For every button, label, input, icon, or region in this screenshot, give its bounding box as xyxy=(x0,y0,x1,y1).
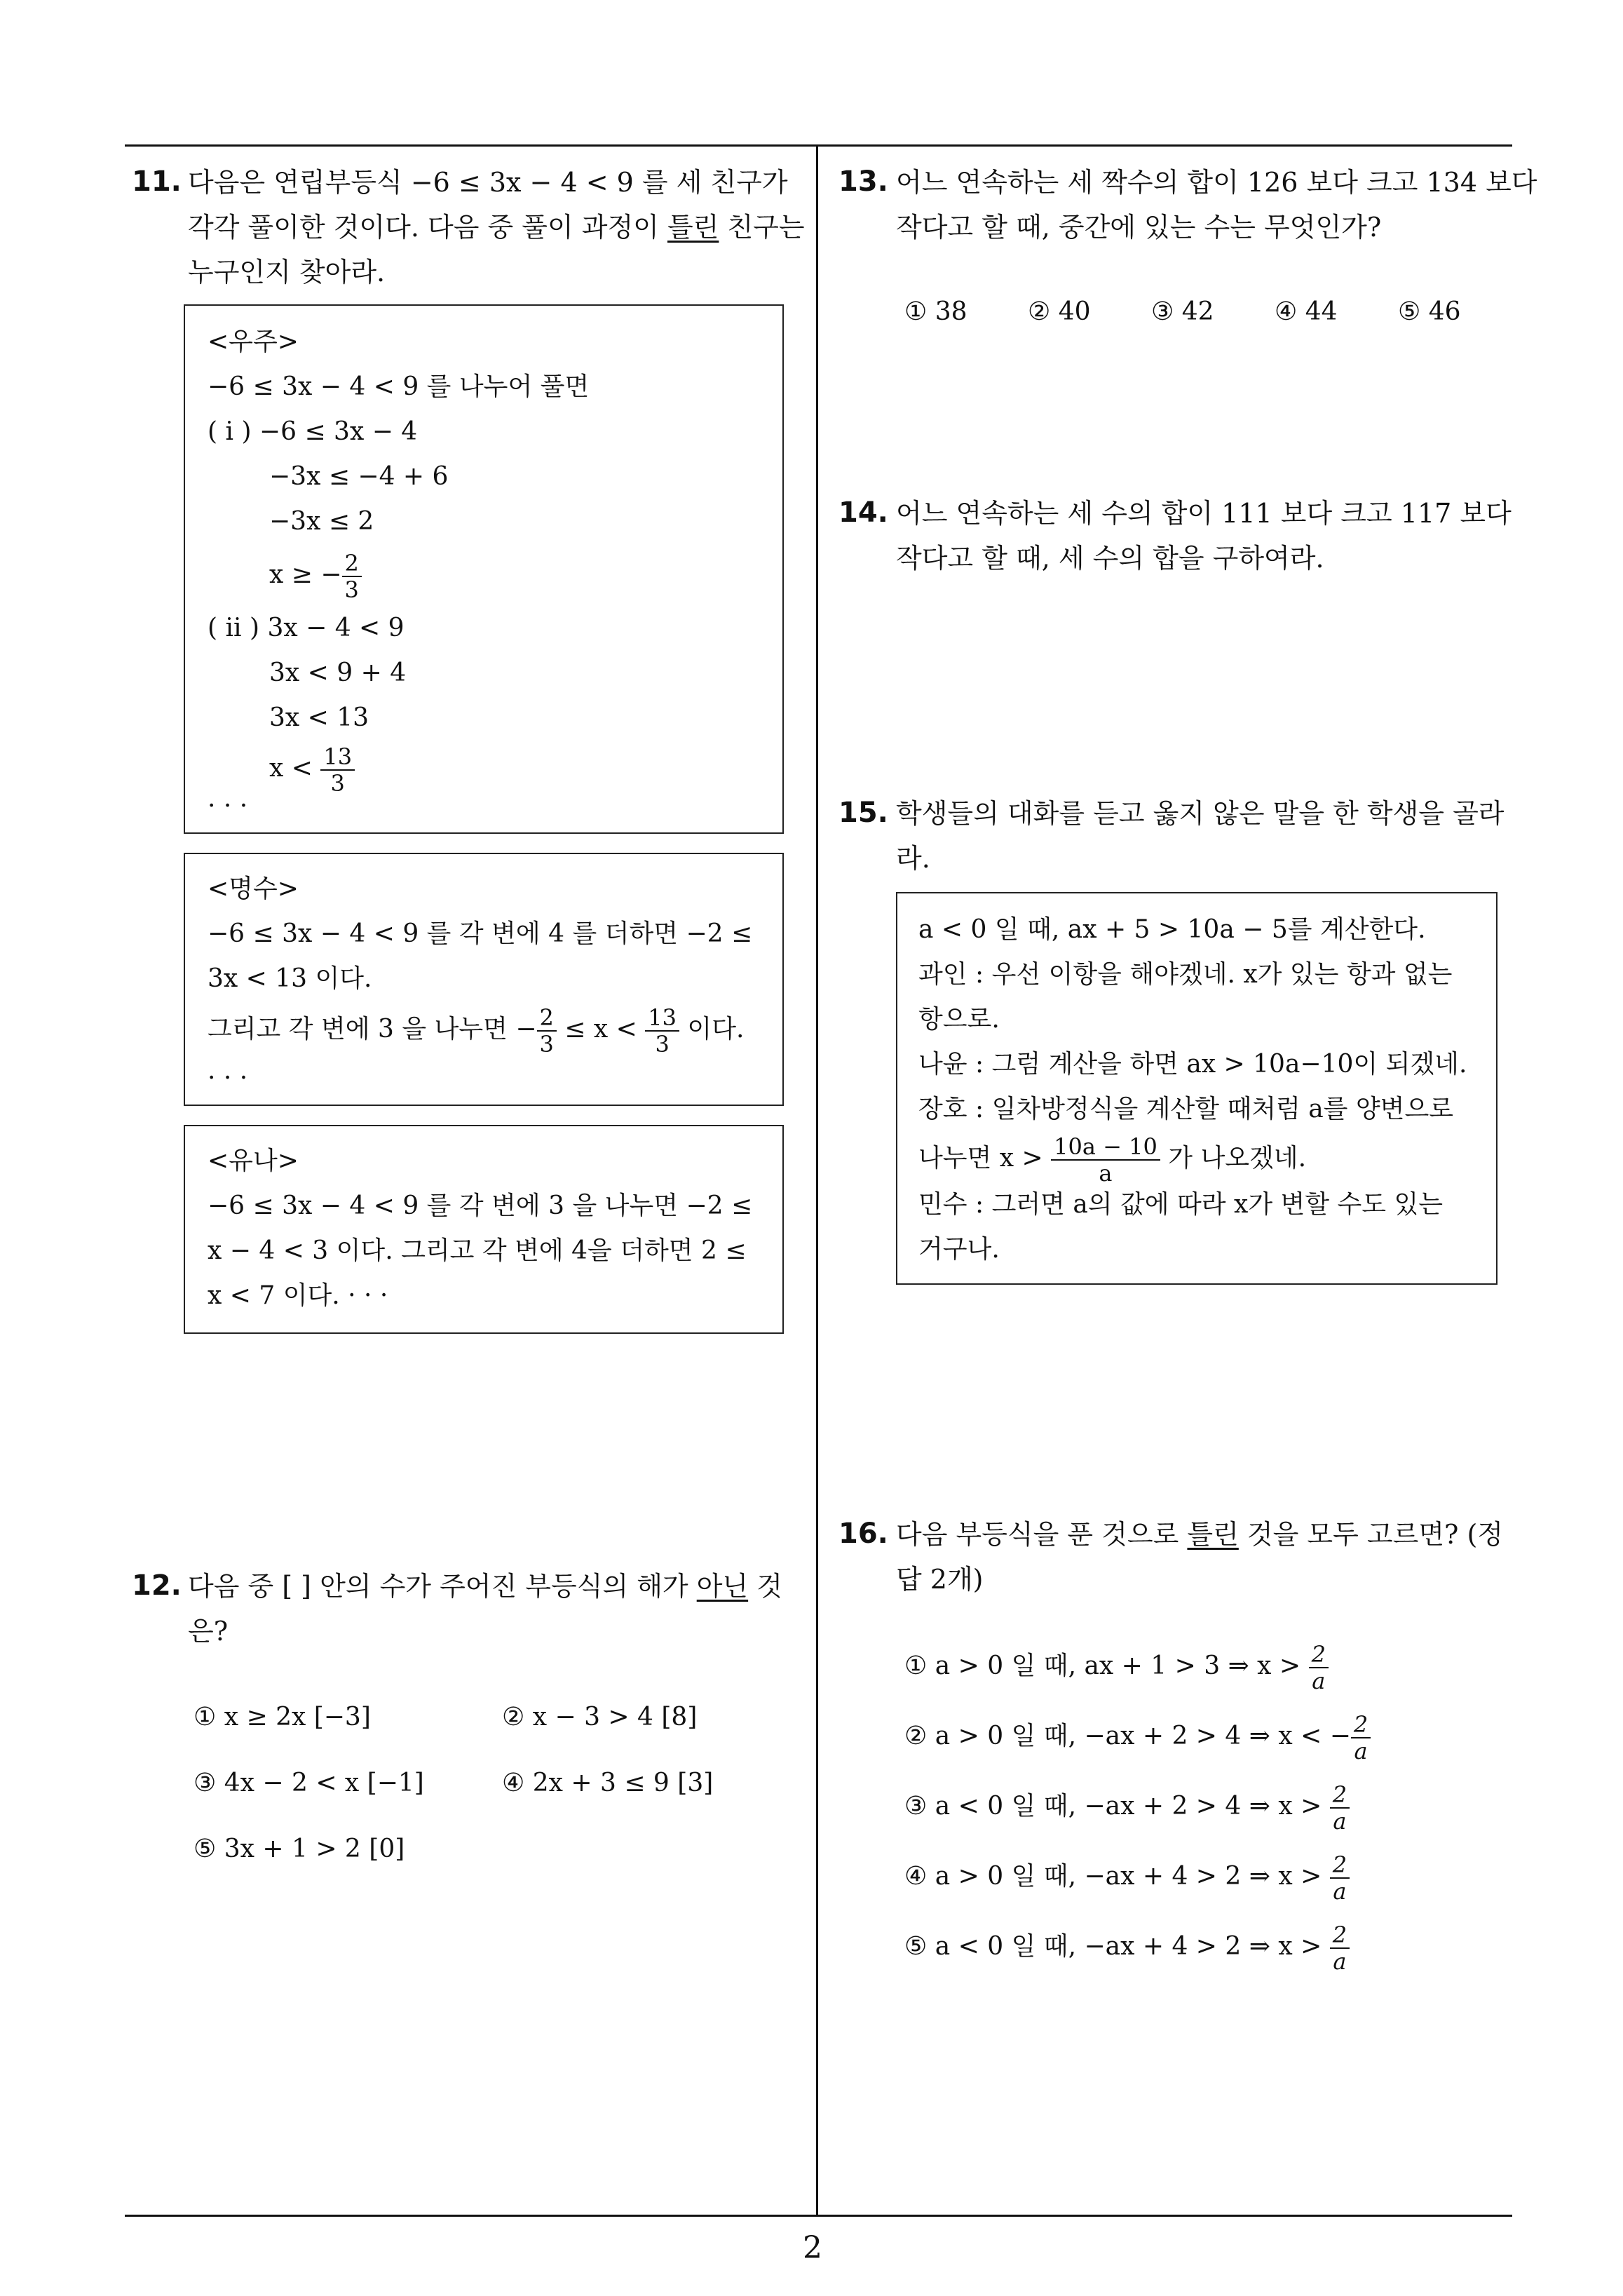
choice-text: ⑤ a < 0 일 때, −ax + 4 > 2 ⇒ x > xyxy=(904,1932,1322,1961)
numerator: 2 xyxy=(1309,1642,1329,1668)
question-12-line2: 은? xyxy=(188,1616,229,1647)
fraction xyxy=(1309,1642,1329,1694)
denominator: a xyxy=(1333,1878,1347,1905)
denominator: 3 xyxy=(655,1031,670,1058)
denominator: a xyxy=(1354,1738,1368,1764)
q16-choice-2[interactable] xyxy=(904,1703,1371,1770)
q16-choice-3[interactable] xyxy=(904,1773,1350,1840)
denominator: a xyxy=(1099,1160,1113,1187)
box-line: 과인 : 우선 이항을 해야겠네. x가 있는 항과 없는 xyxy=(918,960,1453,989)
fraction xyxy=(342,551,362,602)
box-line: −3x ≤ 2 xyxy=(269,507,374,536)
q13-choice-1[interactable]: ① 38 xyxy=(904,297,967,326)
question-15-line1: 학생들의 대화를 듣고 옳지 않은 말을 한 학생을 골라 xyxy=(896,798,1505,829)
text: 다음 중 [ ] 안의 수가 주어진 부등식의 해가 xyxy=(188,1571,697,1602)
box-title: <우주> xyxy=(208,327,299,356)
text: 이다. xyxy=(679,1015,745,1044)
question-11-line1: 다음은 연립부등식 −6 ≤ 3x − 4 < 9 를 세 친구가 xyxy=(188,167,788,198)
q16-choice-1[interactable] xyxy=(904,1633,1329,1700)
fraction xyxy=(320,744,355,796)
question-13-line1: 어느 연속하는 세 짝수의 합이 126 보다 크고 134 보다 xyxy=(896,167,1537,198)
text: 다음 부등식을 푼 것으로 xyxy=(896,1519,1188,1550)
underlined-word: 아닌 xyxy=(696,1571,749,1602)
choice-text: ② a > 0 일 때, −ax + 2 > 4 ⇒ x < − xyxy=(904,1722,1351,1750)
box-line xyxy=(918,1125,1306,1192)
box-line xyxy=(269,735,355,802)
text: x ≥ − xyxy=(269,560,342,589)
choice-text: ① a > 0 일 때, ax + 1 > 3 ⇒ x > xyxy=(904,1652,1301,1680)
box-line xyxy=(269,541,362,609)
q12-choice-2[interactable]: ② x − 3 > 4 [8] xyxy=(502,1703,698,1731)
denominator: 3 xyxy=(330,770,345,797)
question-14-number: 14. xyxy=(838,497,888,529)
fraction xyxy=(1330,1852,1350,1904)
column-divider xyxy=(816,144,818,2217)
denominator: a xyxy=(1333,1808,1347,1835)
box-line: 민수 : 그러면 a의 값에 따라 x가 변할 수도 있는 xyxy=(918,1190,1444,1219)
q13-choice-2[interactable]: ② 40 xyxy=(1028,297,1091,326)
q12-choice-3[interactable]: ③ 4x − 2 < x [−1] xyxy=(193,1769,424,1797)
fraction xyxy=(537,1005,557,1057)
page-number: 2 xyxy=(803,2230,822,2266)
box-line: 나윤 : 그럼 계산을 하면 ax > 10a−10이 되겠네. xyxy=(918,1050,1467,1079)
box-ellipsis: · · · xyxy=(208,792,248,821)
q12-choice-1[interactable]: ① x ≥ 2x [−3] xyxy=(193,1703,371,1731)
fraction xyxy=(1330,1782,1350,1834)
numerator: 2 xyxy=(1330,1922,1350,1949)
box-ellipsis: · · · xyxy=(208,1064,248,1093)
numerator: 2 xyxy=(1330,1782,1350,1809)
box-line: 항으로. xyxy=(918,1005,1000,1034)
box-line: −6 ≤ 3x − 4 < 9 를 각 변에 4 를 더하면 −2 ≤ xyxy=(208,919,753,948)
question-14-line1: 어느 연속하는 세 수의 합이 111 보다 크고 117 보다 xyxy=(896,498,1512,529)
numerator: 2 xyxy=(1351,1712,1371,1738)
q12-choice-4[interactable]: ④ 2x + 3 ≤ 9 [3] xyxy=(502,1769,714,1797)
fraction xyxy=(1051,1134,1160,1186)
question-11-line3: 누구인지 찾아라. xyxy=(188,257,386,288)
q16-choice-4[interactable] xyxy=(904,1843,1350,1910)
question-15-number: 15. xyxy=(838,797,888,829)
box-title: <유나> xyxy=(208,1147,299,1175)
box-line: 거구나. xyxy=(918,1235,1000,1264)
answer-box-uju xyxy=(184,304,784,834)
box-line: 3x < 13 이다. xyxy=(208,964,372,993)
box-line: ( i ) −6 ≤ 3x − 4 xyxy=(208,417,418,446)
question-13-number: 13. xyxy=(838,166,888,198)
q13-choice-5[interactable]: ⑤ 46 xyxy=(1398,297,1461,326)
box-line: 장호 : 일차방정식을 계산할 때처럼 a를 양변으로 xyxy=(918,1095,1453,1123)
numerator: 2 xyxy=(537,1005,557,1032)
box-line: a < 0 일 때, ax + 5 > 10a − 5를 계산한다. xyxy=(918,915,1426,944)
underlined-word: 틀린 xyxy=(1187,1519,1239,1550)
denominator: 3 xyxy=(344,576,359,603)
underlined-word: 틀린 xyxy=(667,212,719,243)
text: 것 xyxy=(748,1571,782,1602)
answer-box-yuna xyxy=(184,1125,784,1334)
question-12-number: 12. xyxy=(132,1569,182,1602)
numerator: 13 xyxy=(320,744,355,771)
box-line: 3x < 9 + 4 xyxy=(269,659,407,687)
box-line: 3x < 13 xyxy=(269,703,369,732)
denominator: a xyxy=(1333,1948,1347,1975)
question-16-number: 16. xyxy=(838,1518,888,1550)
box-line: x − 4 < 3 이다. 그리고 각 변에 4을 더하면 2 ≤ xyxy=(208,1236,747,1265)
bottom-rule xyxy=(125,2215,1512,2217)
question-15-line2: 라. xyxy=(896,843,930,874)
text: 각각 풀이한 것이다. 다음 중 풀이 과정이 xyxy=(188,212,667,243)
text: ≤ x < xyxy=(556,1015,646,1044)
q13-choice-4[interactable]: ④ 44 xyxy=(1275,297,1338,326)
choice-text: ③ a < 0 일 때, −ax + 2 > 4 ⇒ x > xyxy=(904,1792,1322,1821)
numerator: 13 xyxy=(645,1005,679,1032)
q13-choice-3[interactable]: ③ 42 xyxy=(1151,297,1214,326)
question-12-line1 xyxy=(188,1564,782,1609)
dialogue-box xyxy=(896,892,1498,1285)
choice-text: ④ a > 0 일 때, −ax + 4 > 2 ⇒ x > xyxy=(904,1862,1322,1891)
text: 것을 모두 고르면? (정 xyxy=(1238,1519,1504,1550)
question-13-line2: 작다고 할 때, 중간에 있는 수는 무엇인가? xyxy=(896,212,1382,243)
box-line xyxy=(208,996,744,1063)
top-rule xyxy=(125,144,1512,147)
text: 나누면 x > xyxy=(918,1144,1052,1173)
q12-choice-5[interactable]: ⑤ 3x + 1 > 2 [0] xyxy=(193,1835,405,1863)
q16-choice-5[interactable] xyxy=(904,1913,1350,1980)
text: x < xyxy=(269,754,313,783)
box-line: −6 ≤ 3x − 4 < 9 를 각 변에 3 을 나누면 −2 ≤ xyxy=(208,1191,753,1220)
fraction xyxy=(1351,1712,1371,1764)
answer-box-myeongsu xyxy=(184,853,784,1106)
box-line: ( ii ) 3x − 4 < 9 xyxy=(208,614,405,642)
box-title: <명수> xyxy=(208,874,299,903)
box-line: −6 ≤ 3x − 4 < 9 를 나누어 풀면 xyxy=(208,372,590,401)
text: 그리고 각 변에 3 을 나누면 − xyxy=(208,1015,537,1044)
text: 친구는 xyxy=(719,212,805,243)
text: 가 나오겠네. xyxy=(1160,1144,1307,1173)
box-line: x < 7 이다. · · · xyxy=(208,1281,388,1310)
question-11-number: 11. xyxy=(132,166,182,198)
fraction xyxy=(645,1005,679,1057)
question-11-line2 xyxy=(188,205,805,250)
numerator: 2 xyxy=(342,551,362,577)
numerator: 10a − 10 xyxy=(1051,1134,1160,1161)
question-16-line1 xyxy=(896,1512,1503,1557)
numerator: 2 xyxy=(1330,1852,1350,1879)
box-line: −3x ≤ −4 + 6 xyxy=(269,462,449,491)
question-16-line2: 답 2개) xyxy=(896,1564,984,1595)
question-14-line2: 작다고 할 때, 세 수의 합을 구하여라. xyxy=(896,543,1324,574)
fraction xyxy=(1330,1922,1350,1974)
denominator: 3 xyxy=(539,1031,554,1058)
denominator: a xyxy=(1312,1668,1326,1694)
